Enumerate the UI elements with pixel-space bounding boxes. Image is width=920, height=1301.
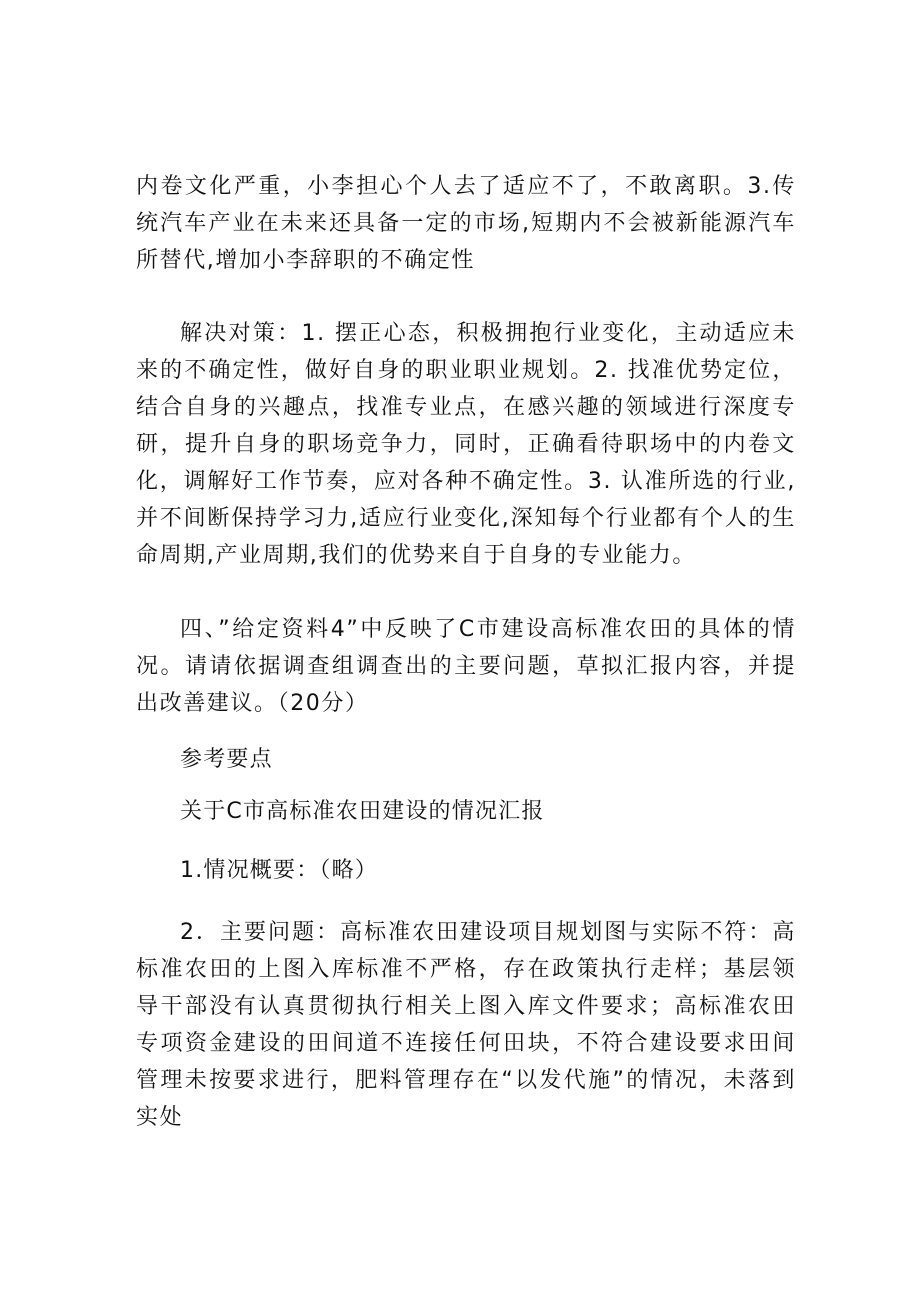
paragraph-solutions: 解决对策：1. 摆正心态，积极拥抱行业变化，主动适应未来的不确定性，做好自身的职业职业规划。2. 找准优势定位，结合自身的兴趣点，找准专业点，在感兴趣的领域进行深度专研，提升自身的职场竞争力，同时，正确看待职场中的内卷文化，调解好工作节奏，应对各种不确定性。3. 认准所选的行业,并不间断保持学习力,适应行业变化,深知每个行业都有个人的生命周期,产业周期,我们的优势来自于自身的专业能力。: [136, 321, 796, 568]
paragraph-question-four: 四、”给定资料4”中反映了C市建设高标准农田的具体的情况。请请依据调查组调查出的主要问题，草拟汇报内容，并提出改善建议。（20分）: [136, 617, 796, 716]
reference-points-heading: 参考要点: [180, 747, 273, 772]
paragraph-reasons-continued: 内卷文化严重，小李担心个人去了适应不了，不敢离职。3.传统汽车产业在未来还具备一定的市场,短期内不会被新能源汽车所替代,增加小李辞职的不确定性: [136, 174, 796, 273]
paragraph-main-problems: 2．主要问题：高标准农田建设项目规划图与实际不符：高标准农田的上图入库标准不严格，存在政策执行走样；基层领导干部没有认真贯彻执行相关上图入库文件要求；高标准农田专项资金建设的田间道不连接任何田块，不符合建设要求田间管理未按要求进行，肥料管理存在“以发代施”的情况，未落到实处: [136, 920, 796, 1130]
situation-summary: 1.情况概要：（略）: [180, 858, 378, 883]
report-title: 关于C市高标准农田建设的情况汇报: [180, 799, 545, 824]
